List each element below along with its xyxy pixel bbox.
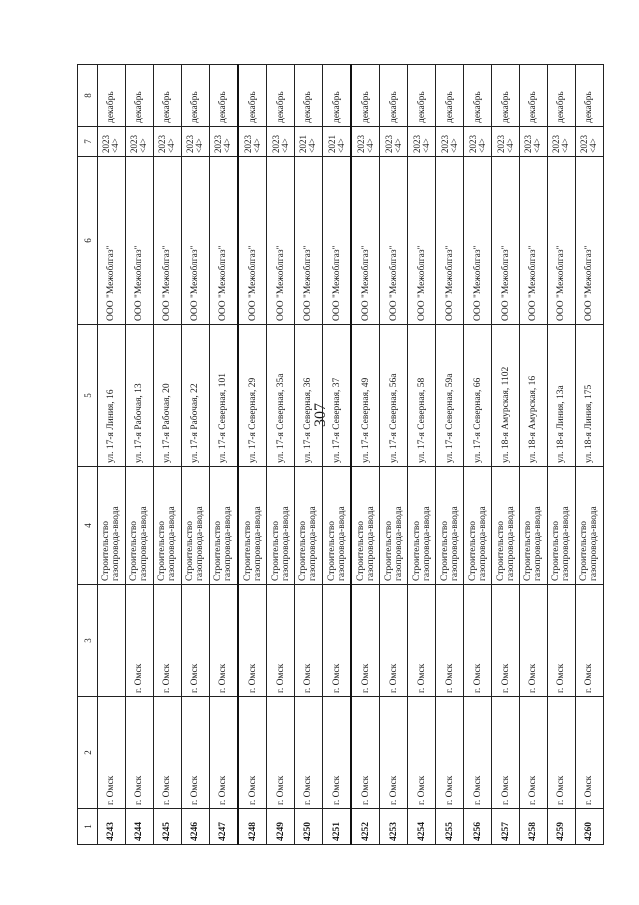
address-cell: ул. 17-я Северная, 66 xyxy=(464,325,492,467)
organization-cell: ООО "Межоблгаз" xyxy=(153,157,181,325)
address-cell: ул. 17-я Северная, 29 xyxy=(238,325,267,467)
work-type-cell: Строительство газопровода-ввода xyxy=(380,467,408,585)
row-number: 4259 xyxy=(547,809,575,845)
organization-cell: ООО "Межоблгаз" xyxy=(492,157,520,325)
address-cell: ул. 17-я Северная, 49 xyxy=(351,325,380,467)
row-number: 4254 xyxy=(408,809,436,845)
address-cell: ул. 17-я Северная, 56а xyxy=(380,325,408,467)
city-cell: г. Омск xyxy=(464,697,492,809)
year-cell: 2023 <4> xyxy=(436,127,464,157)
city-cell: г. Омск xyxy=(322,697,351,809)
settlement-cell: г. Омск xyxy=(153,585,181,697)
table-row xyxy=(322,65,351,845)
settlement-cell: г. Омск xyxy=(408,585,436,697)
settlement-cell: г. Омск xyxy=(238,585,267,697)
organization-cell: ООО "Межоблгаз" xyxy=(295,157,323,325)
year-cell: 2023 <4> xyxy=(267,127,295,157)
column-header: 5 xyxy=(78,325,98,467)
year-cell: 2023 <4> xyxy=(575,127,603,157)
organization-cell: ООО "Межоблгаз" xyxy=(436,157,464,325)
city-cell: г. Омск xyxy=(209,697,238,809)
settlement-cell: г. Омск xyxy=(125,585,153,697)
table-row xyxy=(125,65,153,845)
month-cell: декабрь xyxy=(547,65,575,127)
settlement-cell: г. Омск xyxy=(380,585,408,697)
table-row xyxy=(351,65,380,845)
column-header: 7 xyxy=(78,127,98,157)
city-cell: г. Омск xyxy=(153,697,181,809)
row-number: 4246 xyxy=(181,809,209,845)
month-cell: декабрь xyxy=(295,65,323,127)
table-row xyxy=(575,65,603,845)
address-cell: ул. 17-я Рабочая, 20 xyxy=(153,325,181,467)
organization-cell: ООО "Межоблгаз" xyxy=(125,157,153,325)
settlement-cell: г. Омск xyxy=(322,585,351,697)
address-cell: ул. 17-я Северная, 101 xyxy=(209,325,238,467)
table-row xyxy=(295,65,323,845)
city-cell: г. Омск xyxy=(351,697,380,809)
city-cell: г. Омск xyxy=(98,697,126,809)
city-cell: г. Омск xyxy=(125,697,153,809)
column-header: 8 xyxy=(78,65,98,127)
organization-cell: ООО "Межоблгаз" xyxy=(181,157,209,325)
year-cell: 2023 <4> xyxy=(209,127,238,157)
city-cell: г. Омск xyxy=(295,697,323,809)
work-type-cell: Строительство газопровода-ввода xyxy=(351,467,380,585)
table-row xyxy=(408,65,436,845)
row-number: 4252 xyxy=(351,809,380,845)
settlement-cell: г. Омск xyxy=(575,585,603,697)
table-row xyxy=(519,65,547,845)
organization-cell: ООО "Межоблгаз" xyxy=(98,157,126,325)
row-number: 4257 xyxy=(492,809,520,845)
year-cell: 2023 <4> xyxy=(238,127,267,157)
month-cell: декабрь xyxy=(436,65,464,127)
table-row xyxy=(380,65,408,845)
address-cell: ул. 18-я Амурская, 16 xyxy=(519,325,547,467)
address-cell: ул. 18-я Линия, 13а xyxy=(547,325,575,467)
work-type-cell: Строительство газопровода-ввода xyxy=(492,467,520,585)
table-row xyxy=(209,65,238,845)
address-cell: ул. 18-я Амурская, 1102 xyxy=(492,325,520,467)
month-cell: декабрь xyxy=(238,65,267,127)
row-number: 4253 xyxy=(380,809,408,845)
year-cell: 2023 <4> xyxy=(125,127,153,157)
settlement-cell: г. Омск xyxy=(267,585,295,697)
address-cell: ул. 17-я Северная, 59а xyxy=(436,325,464,467)
month-cell: декабрь xyxy=(575,65,603,127)
work-type-cell: Строительство газопровода-ввода xyxy=(181,467,209,585)
city-cell: г. Омск xyxy=(380,697,408,809)
table-row xyxy=(153,65,181,845)
month-cell: декабрь xyxy=(209,65,238,127)
city-cell: г. Омск xyxy=(408,697,436,809)
year-cell: 2023 <4> xyxy=(547,127,575,157)
row-number: 4260 xyxy=(575,809,603,845)
organization-cell: ООО "Межоблгаз" xyxy=(322,157,351,325)
row-number: 4248 xyxy=(238,809,267,845)
work-type-cell: Строительство газопровода-ввода xyxy=(209,467,238,585)
row-number: 4258 xyxy=(519,809,547,845)
month-cell: декабрь xyxy=(519,65,547,127)
organization-cell: ООО "Межоблгаз" xyxy=(267,157,295,325)
gas-pipeline-table xyxy=(77,64,604,845)
row-number: 4243 xyxy=(98,809,126,845)
row-number: 4249 xyxy=(267,809,295,845)
year-cell: 2023 <4> xyxy=(98,127,126,157)
settlement-cell: г. Омск xyxy=(492,585,520,697)
work-type-cell: Строительство газопровода-ввода xyxy=(547,467,575,585)
table-row xyxy=(238,65,267,845)
address-cell: ул. 17-я Северная, 37 xyxy=(322,325,351,467)
table-row xyxy=(267,65,295,845)
settlement-cell xyxy=(98,585,126,697)
work-type-cell: Строительство газопровода-ввода xyxy=(464,467,492,585)
work-type-cell: Строительство газопровода-ввода xyxy=(153,467,181,585)
column-header: 4 xyxy=(78,467,98,585)
city-cell: г. Омск xyxy=(519,697,547,809)
row-number: 4244 xyxy=(125,809,153,845)
city-cell: г. Омск xyxy=(547,697,575,809)
month-cell: декабрь xyxy=(181,65,209,127)
work-type-cell: Строительство газопровода-ввода xyxy=(519,467,547,585)
year-cell: 2023 <4> xyxy=(380,127,408,157)
work-type-cell: Строительство газопровода-ввода xyxy=(322,467,351,585)
organization-cell: ООО "Межоблгаз" xyxy=(351,157,380,325)
table-row xyxy=(181,65,209,845)
address-cell: ул. 17-я Северная, 58 xyxy=(408,325,436,467)
city-cell: г. Омск xyxy=(238,697,267,809)
page-number: 307 xyxy=(312,403,329,427)
city-cell: г. Омск xyxy=(436,697,464,809)
address-cell: ул. 17-я Северная, 35а xyxy=(267,325,295,467)
row-number: 4251 xyxy=(322,809,351,845)
month-cell: декабрь xyxy=(125,65,153,127)
work-type-cell: Строительство газопровода-ввода xyxy=(238,467,267,585)
row-number: 4247 xyxy=(209,809,238,845)
city-cell: г. Омск xyxy=(267,697,295,809)
organization-cell: ООО "Межоблгаз" xyxy=(547,157,575,325)
month-cell: декабрь xyxy=(464,65,492,127)
work-type-cell: Строительство газопровода-ввода xyxy=(267,467,295,585)
address-cell: ул. 18-я Линия, 175 xyxy=(575,325,603,467)
table-row xyxy=(464,65,492,845)
year-cell: 2023 <4> xyxy=(408,127,436,157)
column-header: 2 xyxy=(78,697,98,809)
year-cell: 2023 <4> xyxy=(181,127,209,157)
organization-cell: ООО "Межоблгаз" xyxy=(238,157,267,325)
table-row xyxy=(436,65,464,845)
address-cell: ул. 17-я Северная, 36 xyxy=(295,325,323,467)
table-row xyxy=(98,65,126,845)
column-header: 3 xyxy=(78,585,98,697)
organization-cell: ООО "Межоблгаз" xyxy=(575,157,603,325)
organization-cell: ООО "Межоблгаз" xyxy=(519,157,547,325)
city-cell: г. Омск xyxy=(575,697,603,809)
row-number: 4256 xyxy=(464,809,492,845)
table-row xyxy=(547,65,575,845)
settlement-cell: г. Омск xyxy=(181,585,209,697)
row-number: 4255 xyxy=(436,809,464,845)
organization-cell: ООО "Межоблгаз" xyxy=(380,157,408,325)
settlement-cell: г. Омск xyxy=(436,585,464,697)
city-cell: г. Омск xyxy=(181,697,209,809)
work-type-cell: Строительство газопровода-ввода xyxy=(408,467,436,585)
settlement-cell: г. Омск xyxy=(547,585,575,697)
table-row xyxy=(492,65,520,845)
address-cell: ул. 17-я Линия, 16 xyxy=(98,325,126,467)
row-number: 4245 xyxy=(153,809,181,845)
month-cell: декабрь xyxy=(408,65,436,127)
address-cell: ул. 17-я Рабочая, 22 xyxy=(181,325,209,467)
work-type-cell: Строительство газопровода-ввода xyxy=(295,467,323,585)
year-cell: 2023 <4> xyxy=(464,127,492,157)
month-cell: декабрь xyxy=(492,65,520,127)
month-cell: декабрь xyxy=(380,65,408,127)
address-cell: ул. 17-я Рабочая, 13 xyxy=(125,325,153,467)
rotated-table-container xyxy=(77,65,604,845)
year-cell: 2023 <4> xyxy=(351,127,380,157)
settlement-cell: г. Омск xyxy=(295,585,323,697)
year-cell: 2023 <4> xyxy=(519,127,547,157)
month-cell: декабрь xyxy=(322,65,351,127)
year-cell: 2023 <4> xyxy=(492,127,520,157)
work-type-cell: Строительство газопровода-ввода xyxy=(125,467,153,585)
table-header-row xyxy=(78,65,98,845)
year-cell: 2021 <4> xyxy=(322,127,351,157)
organization-cell: ООО "Межоблгаз" xyxy=(408,157,436,325)
work-type-cell: Строительство газопровода-ввода xyxy=(98,467,126,585)
row-number: 4250 xyxy=(295,809,323,845)
city-cell: г. Омск xyxy=(492,697,520,809)
work-type-cell: Строительство газопровода-ввода xyxy=(436,467,464,585)
month-cell: декабрь xyxy=(351,65,380,127)
settlement-cell: г. Омск xyxy=(464,585,492,697)
month-cell: декабрь xyxy=(267,65,295,127)
organization-cell: ООО "Межоблгаз" xyxy=(209,157,238,325)
month-cell: декабрь xyxy=(153,65,181,127)
column-header: 6 xyxy=(78,157,98,325)
year-cell: 2023 <4> xyxy=(153,127,181,157)
settlement-cell: г. Омск xyxy=(351,585,380,697)
column-header: 1 xyxy=(78,809,98,845)
year-cell: 2021 <4> xyxy=(295,127,323,157)
work-type-cell: Строительство газопровода-ввода xyxy=(575,467,603,585)
settlement-cell: г. Омск xyxy=(519,585,547,697)
month-cell: декабрь xyxy=(98,65,126,127)
organization-cell: ООО "Межоблгаз" xyxy=(464,157,492,325)
settlement-cell: г. Омск xyxy=(209,585,238,697)
